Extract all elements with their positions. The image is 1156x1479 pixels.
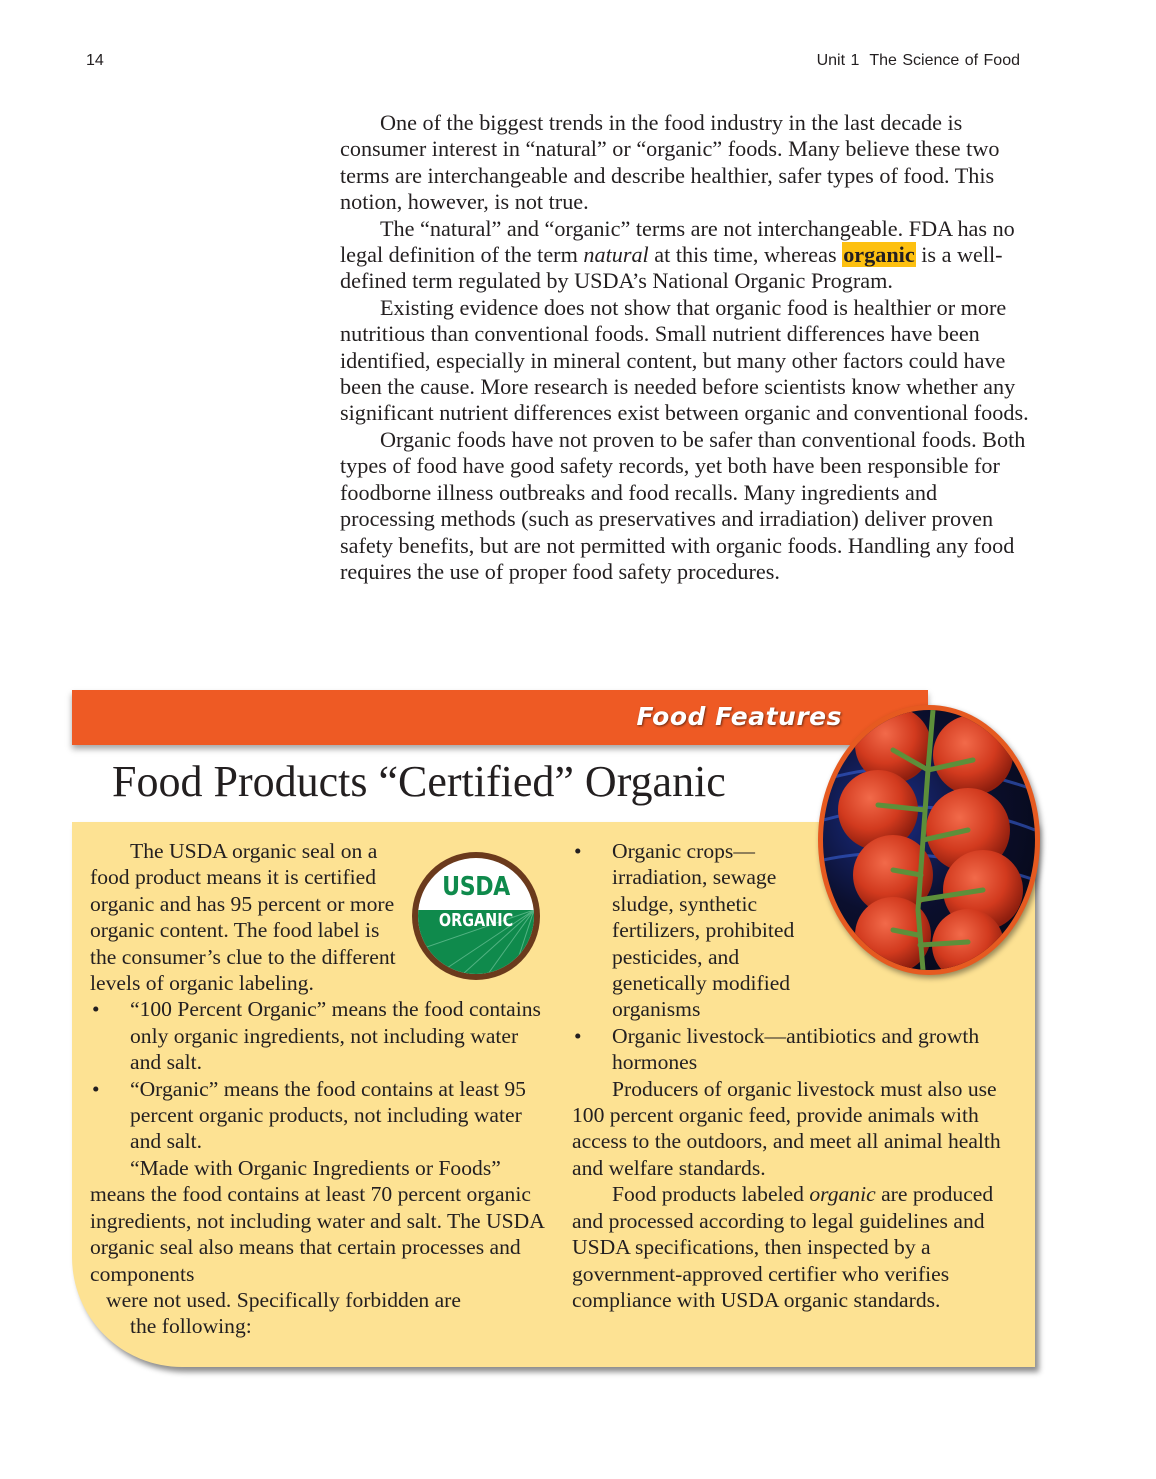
text-run: is a well-defined term regulated by USDA’s National Organic Program. [340, 242, 1003, 294]
labeled-paragraph [572, 1181, 1022, 1313]
paragraph [340, 216, 1030, 295]
unit-label: Unit 1 [816, 52, 860, 69]
producers-paragraph: Producers of organic livestock must also use 100 percent organic feed, provide animals with access to the outdoors, and meet all animal health and welfare standards. [572, 1076, 1001, 1180]
list-item-text: Organic crops—irradiation, sewage sludge, synthetic fertilizers, prohibited pesticides, and genetically modified organisms [612, 839, 795, 1022]
term-natural: natural [583, 242, 649, 268]
bullet-icon: • [92, 1076, 100, 1101]
list-item [572, 838, 822, 1023]
feature-left-column [90, 838, 550, 1340]
list-item-text: “Organic” means the food contains at least 95 percent organic products, not including water and salt. [130, 1076, 526, 1154]
intro-paragraph: The USDA organic seal on a food product means it is certified organic and has 95 percent or more organic content. The food label is the consumer’s clue to the different levels of organic labeling. [90, 839, 396, 996]
text-run: at this time, whereas [648, 242, 843, 268]
bullet-icon: • [574, 839, 582, 863]
list-item [90, 1076, 550, 1155]
list-item [572, 1023, 1022, 1076]
banner-label: Food Features [636, 702, 842, 731]
text-run: The “natural” and “organic” terms are not interchangeable. FDA has no legal definition of the term [340, 215, 1015, 268]
seal-organic-text: ORGANIC [438, 910, 514, 931]
text-run: are produced and processed according to legal guidelines and USDA specifications, then inspected by a government-approved certifier who verifies compliance with USDA organic standards. [572, 1182, 994, 1312]
page-number: 14 [86, 52, 104, 69]
term-organic: organic [809, 1182, 876, 1207]
list-item-text: Organic livestock—antibiotics and growth hormones [612, 1023, 980, 1075]
paragraph: One of the biggest trends in the food industry in the last decade is consumer interest in “natural” or “organic” foods. Many believe these two terms are interchangeable and describe healthier, safer types of food. This notion, however, is not true. [340, 110, 1000, 215]
bullet-icon: • [92, 997, 100, 1022]
paragraph: Organic foods have not proven to be safer than conventional foods. Both types of food have good safety records, yet both have been responsible for foodborne illness outbreaks and food recalls. Many ingredients and processing methods (such as preservatives and irradiation) deliver proven safety benefits, but are not permitted with organic foods. Handling any food requires the use of proper food safety procedures. [340, 426, 1026, 584]
seal-usda-text: USDA [442, 872, 510, 902]
tomato-photo [818, 705, 1040, 975]
feature-title: Food Products “Certified” Organic [112, 757, 726, 806]
list-item [90, 996, 550, 1075]
text-run: Food products labeled [612, 1182, 810, 1207]
paragraph: Existing evidence does not show that organic food is healthier or more nutritious than conventional foods. Small nutrient differences have been identified, especially in mineral content, but many other factors could have been the cause. More research is needed before scientists know whether any significant nutrient differences exist between organic and conventional foods. [340, 294, 1029, 426]
tomato-vine-illustration [823, 710, 1035, 970]
chapter-title: The Science of Food [869, 52, 1020, 69]
made-with-paragraph-end: the following: [130, 1314, 252, 1339]
highlighted-term-organic[interactable]: organic [843, 242, 915, 268]
food-features-banner [72, 690, 928, 745]
tomato-image [823, 710, 1035, 970]
made-with-paragraph: “Made with Organic Ingredients or Foods” means the food contains at least 70 percent organic ingredients, not including water and salt. The USDA organic seal also means that certain processes and components [90, 1155, 544, 1286]
list-item-text: “100 Percent Organic” means the food contains only organic ingredients, not including water and salt. [130, 997, 541, 1075]
made-with-paragraph-cont: were not used. Specifically forbidden are [106, 1287, 461, 1312]
running-head [817, 52, 1020, 70]
bullet-icon: • [574, 1023, 582, 1048]
body-text [340, 110, 1030, 585]
